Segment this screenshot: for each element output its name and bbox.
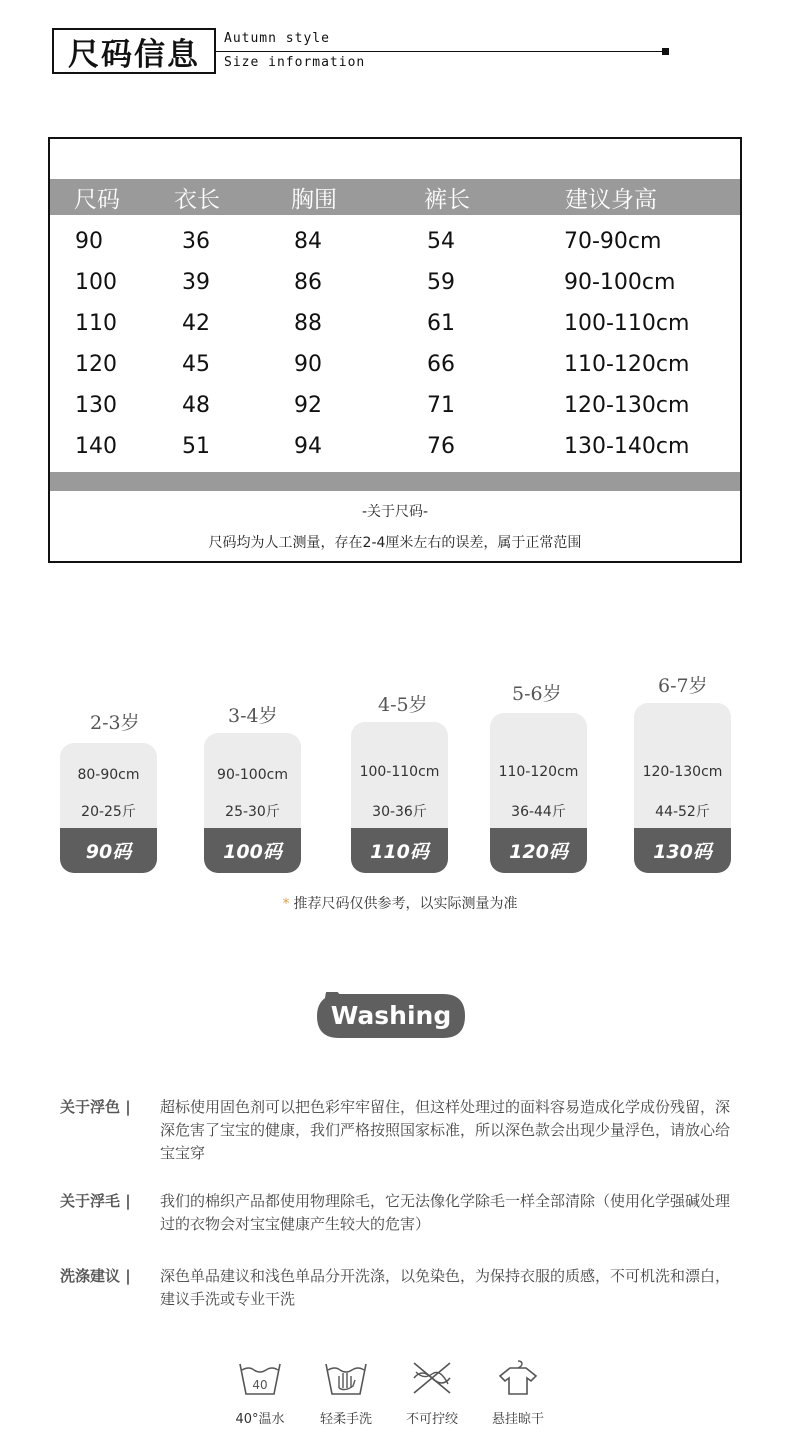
asterisk-icon: * <box>282 896 290 912</box>
care-text: 深色单品建议和浅色单品分开洗涤，以免染色，为保持衣服的质感，不可机洗和漂白，建议手洗或专业干洗 <box>160 1267 731 1308</box>
care-text: 超标使用固色剂可以把色彩牢牢留住，但这样处理过的面料容易造成化学成份残留，深深危害了宝宝的健康，我们严格按照国家标准，所以深色款会出现少量浮色，请放心给宝宝穿 <box>160 1098 731 1162</box>
care-item-lint <box>60 1190 730 1238</box>
cell-pants: 71 <box>427 393 455 418</box>
card-height-range: 90-100cm <box>217 767 288 783</box>
header-divider-end <box>662 48 669 55</box>
size-note-text: 尺码均为人工测量，存在2-4厘米左右的误差，属于正常范围 <box>208 535 582 551</box>
cell-height: 100-110cm <box>564 311 690 336</box>
age-label: 6-7岁 <box>658 675 708 697</box>
card-weight-range: 20-25斤 <box>81 804 136 820</box>
care-icon-label: 轻柔手洗 <box>319 1412 372 1427</box>
cell-pants: 59 <box>427 270 455 295</box>
cell-length: 42 <box>182 311 210 336</box>
table-row <box>50 346 740 387</box>
care-icon-label: 悬挂晾干 <box>491 1412 544 1427</box>
size-table <box>48 137 742 563</box>
card-weight-range: 30-36斤 <box>372 804 427 820</box>
table-header <box>50 179 740 215</box>
size-card-110 <box>351 722 448 873</box>
cell-chest: 84 <box>294 229 322 254</box>
care-label: 关于浮色 | <box>60 1098 131 1116</box>
cell-pants: 54 <box>427 229 455 254</box>
cell-pants: 76 <box>427 434 455 459</box>
cell-height: 110-120cm <box>564 352 690 377</box>
card-height-range: 110-120cm <box>498 764 579 780</box>
size-note-title: -关于尺码- <box>361 504 429 520</box>
cell-length: 45 <box>182 352 210 377</box>
age-label: 4-5岁 <box>378 694 428 716</box>
cell-length: 51 <box>182 434 210 459</box>
section-subtitle-en-2: Size information <box>224 55 366 70</box>
age-label: 3-4岁 <box>228 705 278 727</box>
cell-height: 120-130cm <box>564 393 690 418</box>
recommendation-text: 推荐尺码仅供参考，以实际测量为准 <box>293 896 518 912</box>
cell-size: 90 <box>75 229 103 254</box>
cell-size: 140 <box>75 434 117 459</box>
cell-chest: 94 <box>294 434 322 459</box>
cell-size: 110 <box>75 311 117 336</box>
column-header-length: 衣长 <box>174 187 220 213</box>
card-weight-range: 44-52斤 <box>655 804 710 820</box>
card-size-label: 110码 <box>351 828 448 873</box>
cell-length: 39 <box>182 270 210 295</box>
cell-size: 100 <box>75 270 117 295</box>
size-card-90 <box>60 743 157 873</box>
size-card-130 <box>634 703 731 873</box>
column-header-size: 尺码 <box>74 187 120 213</box>
care-label: 洗涤建议 | <box>60 1267 131 1285</box>
column-header-chest: 胸围 <box>291 187 337 213</box>
cell-size: 130 <box>75 393 117 418</box>
cell-height: 70-90cm <box>564 229 662 254</box>
card-size-label: 120码 <box>490 828 587 873</box>
card-size-label: 130码 <box>634 828 731 873</box>
cell-length: 36 <box>182 229 210 254</box>
cell-size: 120 <box>75 352 117 377</box>
section-subtitle-en: Autumn style <box>224 31 330 46</box>
age-label: 2-3岁 <box>90 712 140 734</box>
care-icon-label: 40°温水 <box>235 1412 285 1427</box>
card-size-label: 100码 <box>204 828 301 873</box>
card-weight-range: 25-30斤 <box>225 804 280 820</box>
cell-pants: 66 <box>427 352 455 377</box>
table-footer-bar <box>50 472 740 491</box>
cell-chest: 92 <box>294 393 322 418</box>
hang-dry-icon <box>496 1360 540 1396</box>
cell-height: 130-140cm <box>564 434 690 459</box>
age-label: 5-6岁 <box>512 683 562 705</box>
table-row <box>50 264 740 305</box>
card-weight-range: 36-44斤 <box>511 804 566 820</box>
care-text: 我们的棉织产品都使用物理除毛，它无法像化学除毛一样全部清除（使用化学强碱处理过的衣物会对宝宝健康产生较大的危害） <box>160 1192 731 1233</box>
table-row <box>50 305 740 346</box>
cell-pants: 61 <box>427 311 455 336</box>
column-header-pants: 裤长 <box>424 187 470 213</box>
care-icon-label: 不可拧绞 <box>405 1412 458 1427</box>
section-title: 尺码信息 <box>52 28 216 74</box>
table-row <box>50 428 740 469</box>
table-row <box>50 387 740 428</box>
care-item-float-color <box>60 1096 730 1166</box>
size-card-100 <box>204 733 301 873</box>
cell-chest: 90 <box>294 352 322 377</box>
table-row <box>50 223 740 264</box>
cell-height: 90-100cm <box>564 270 676 295</box>
card-size-label: 90码 <box>60 828 157 873</box>
cell-chest: 86 <box>294 270 322 295</box>
wash-temp-badge: 40 <box>252 1378 268 1392</box>
care-item-washing-advice <box>60 1265 730 1313</box>
card-height-range: 100-110cm <box>359 764 440 780</box>
recommendation-note <box>0 893 800 913</box>
size-card-120 <box>490 713 587 873</box>
card-height-range: 80-90cm <box>77 767 140 783</box>
wash-40-icon <box>238 1360 282 1396</box>
header-divider <box>216 51 662 52</box>
no-wring-icon <box>410 1360 454 1396</box>
washing-title: Washing <box>330 1001 452 1030</box>
cell-chest: 88 <box>294 311 322 336</box>
cell-length: 48 <box>182 393 210 418</box>
care-label: 关于浮毛 | <box>60 1192 131 1210</box>
card-height-range: 120-130cm <box>642 764 723 780</box>
column-header-height: 建议身高 <box>565 187 657 213</box>
hand-wash-icon <box>324 1360 368 1396</box>
